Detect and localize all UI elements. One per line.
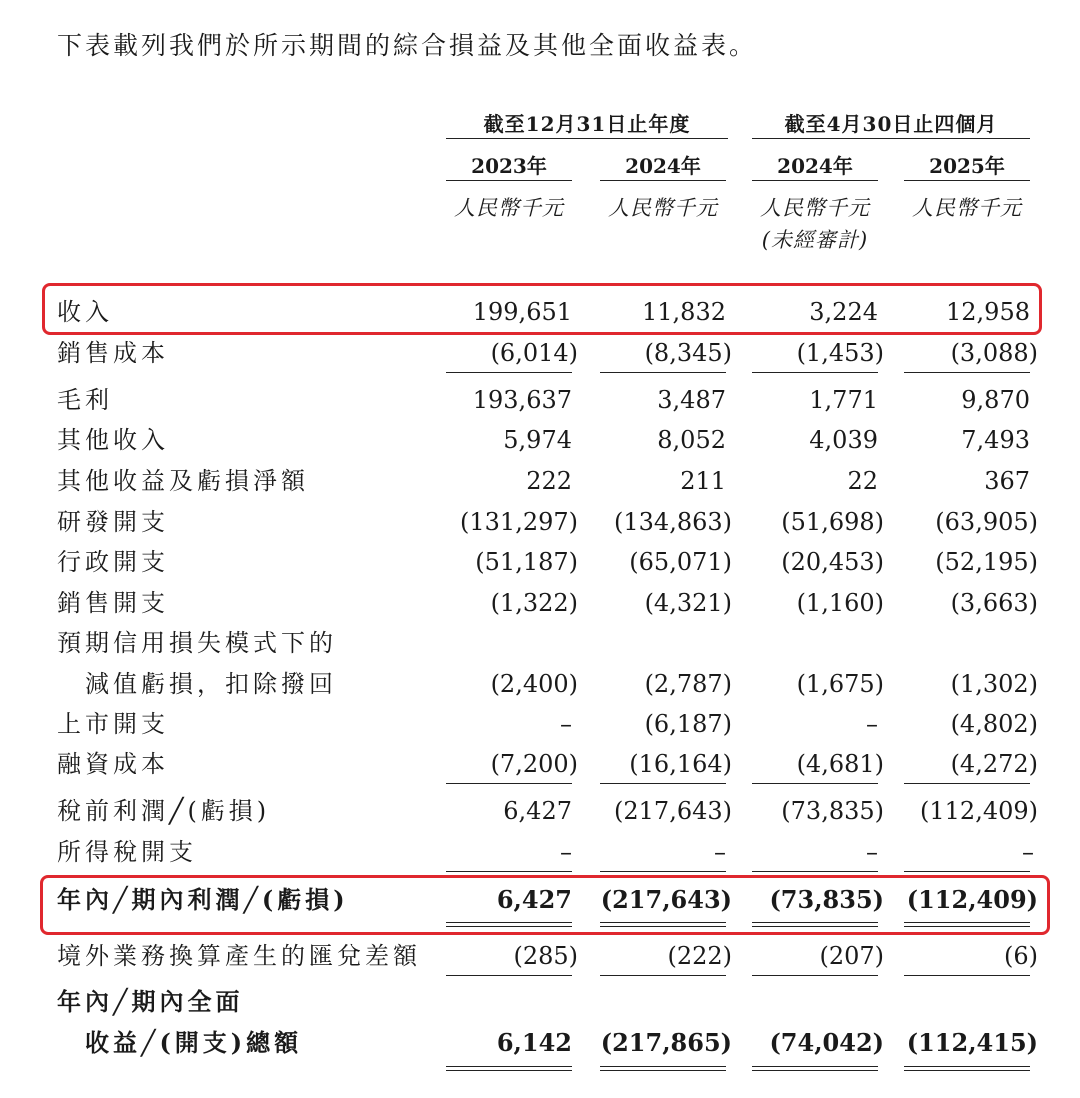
cell-value: 6,427: [503, 797, 572, 825]
cell-value: (112,415): [906, 1028, 1038, 1057]
highlight-box-revenue: [42, 283, 1042, 335]
row-label: 預期信用損失模式下的: [57, 629, 337, 657]
subtotal-rule: [600, 975, 726, 976]
cell-value: 211: [680, 467, 726, 495]
cell-value: –: [866, 838, 878, 866]
row-label: 行政開支: [57, 548, 169, 576]
cell-value: 3,224: [809, 298, 878, 326]
row-gross-profit: [0, 382, 1080, 418]
year-header: 2025年: [929, 154, 1005, 178]
cell-value: (73,835): [769, 885, 884, 914]
cell-value: (3,088): [950, 339, 1038, 367]
cell-value: –: [866, 710, 878, 738]
row-label: 其他收益及虧損淨額: [57, 467, 309, 495]
cell-value: (6): [1004, 942, 1038, 970]
row-total-comprehensive-label: [0, 984, 1080, 1020]
total-double-rule: [446, 1066, 572, 1071]
cell-value: (2,400): [490, 670, 578, 698]
header-year-group: 截至12月31日止年度: [483, 112, 691, 136]
subtotal-rule: [446, 975, 572, 976]
unit-label: 人民幣千元: [454, 196, 564, 220]
cell-value: (134,863): [614, 508, 732, 536]
cell-value: 193,637: [472, 386, 572, 414]
cell-value: (4,681): [796, 750, 884, 778]
cell-value: (6,014): [490, 339, 578, 367]
cell-value: 1,771: [809, 386, 878, 414]
intro-text: 下表載列我們於所示期間的綜合損益及其他全面收益表。: [57, 31, 758, 60]
cell-value: (4,321): [644, 589, 732, 617]
subtotal-rule: [904, 372, 1030, 373]
row-finance-costs: [0, 746, 1080, 782]
row-label: 年內╱期內全面: [57, 987, 244, 1016]
cell-value: 4,039: [809, 426, 878, 454]
highlight-box-profit: [40, 875, 1050, 935]
cell-value: 6,427: [496, 885, 572, 914]
cell-value: (217,643): [614, 797, 732, 825]
cell-value: 199,651: [472, 298, 572, 326]
cell-value: –: [714, 838, 726, 866]
cell-value: (7,200): [490, 750, 578, 778]
subtotal-rule: [752, 783, 878, 784]
header-rule: [446, 180, 572, 181]
subtotal-rule: [446, 783, 572, 784]
total-double-rule: [752, 1066, 878, 1071]
cell-value: (1,675): [796, 670, 884, 698]
cell-value: (217,643): [600, 885, 732, 914]
subtotal-rule: [446, 372, 572, 373]
cell-value: (8,345): [644, 339, 732, 367]
subtotal-rule: [600, 783, 726, 784]
row-other-income: [0, 422, 1080, 458]
cell-value: (1,453): [796, 339, 884, 367]
unit-label: 人民幣千元: [912, 196, 1022, 220]
row-impairment: [0, 666, 1080, 702]
row-label: 年內╱期內利潤╱(虧損): [57, 885, 349, 914]
row-listing-expenses: [0, 706, 1080, 742]
cell-value: (207): [819, 942, 884, 970]
total-double-rule: [904, 1066, 1030, 1071]
cell-value: (285): [513, 942, 578, 970]
row-label: 所得稅開支: [57, 838, 197, 866]
row-label: 融資成本: [57, 750, 169, 778]
row-selling-expenses: [0, 585, 1080, 621]
cell-value: (6,187): [644, 710, 732, 738]
cell-value: (74,042): [769, 1028, 884, 1057]
cell-value: 8,052: [657, 426, 726, 454]
cell-value: 5,974: [503, 426, 572, 454]
row-label: 毛利: [57, 386, 113, 414]
header-rule: [752, 138, 1030, 139]
cell-value: (51,698): [781, 508, 884, 536]
header-rule: [752, 180, 878, 181]
cell-value: (112,409): [906, 885, 1038, 914]
row-profit-before-tax: [0, 793, 1080, 829]
cell-value: (1,322): [490, 589, 578, 617]
cell-value: (73,835): [781, 797, 884, 825]
year-header: 2024年: [777, 154, 853, 178]
cell-value: 222: [526, 467, 572, 495]
cell-value: 3,487: [657, 386, 726, 414]
cell-value: (65,071): [629, 548, 732, 576]
cell-value: (112,409): [920, 797, 1038, 825]
row-label: 銷售開支: [57, 589, 169, 617]
cell-value: 7,493: [961, 426, 1030, 454]
subtotal-rule: [752, 372, 878, 373]
row-total-comprehensive: [0, 1025, 1080, 1061]
header-rule: [904, 180, 1030, 181]
unit-label: 人民幣千元: [608, 196, 718, 220]
cell-value: (16,164): [629, 750, 732, 778]
row-income-tax: [0, 834, 1080, 870]
cell-value: 11,832: [642, 298, 726, 326]
cell-value: (1,302): [950, 670, 1038, 698]
cell-value: –: [1022, 838, 1034, 866]
subtotal-rule: [904, 871, 1030, 872]
row-label: 境外業務換算產生的匯兌差額: [57, 942, 421, 970]
subtotal-rule: [446, 871, 572, 872]
cell-value: (1,160): [796, 589, 884, 617]
unaudited-note: (未經審計): [761, 228, 869, 252]
total-double-rule: [600, 1066, 726, 1071]
subtotal-rule: [600, 372, 726, 373]
row-label: 銷售成本: [57, 339, 169, 367]
header-rule: [446, 138, 728, 139]
subtotal-rule: [752, 975, 878, 976]
cell-value: (63,905): [935, 508, 1038, 536]
cell-value: (52,195): [935, 548, 1038, 576]
cell-value: (4,802): [950, 710, 1038, 738]
cell-value: (131,297): [460, 508, 578, 536]
cell-value: –: [560, 710, 572, 738]
row-label: 減值虧損，扣除撥回: [85, 670, 337, 698]
cell-value: (20,453): [781, 548, 884, 576]
header-rule: [600, 180, 726, 181]
row-impairment-label: [0, 625, 1080, 661]
cell-value: (3,663): [950, 589, 1038, 617]
row-other-gains: [0, 463, 1080, 499]
cell-value: 367: [984, 467, 1030, 495]
row-admin-expenses: [0, 544, 1080, 580]
row-label: 稅前利潤╱(虧損): [57, 797, 271, 825]
row-label: 研發開支: [57, 508, 169, 536]
subtotal-rule: [600, 871, 726, 872]
year-header: 2024年: [625, 154, 701, 178]
cell-value: 12,958: [946, 298, 1030, 326]
row-label: 收益╱(開支)總額: [85, 1028, 303, 1057]
cell-value: (217,865): [600, 1028, 732, 1057]
cell-value: (222): [667, 942, 732, 970]
subtotal-rule: [904, 975, 1030, 976]
cell-value: 9,870: [961, 386, 1030, 414]
cell-value: (51,187): [475, 548, 578, 576]
row-cost-of-sales: [0, 335, 1080, 371]
cell-value: (4,272): [950, 750, 1038, 778]
row-label: 其他收入: [57, 426, 169, 454]
unit-label: 人民幣千元: [760, 196, 870, 220]
row-label: 上市開支: [57, 710, 169, 738]
row-fx-differences: [0, 938, 1080, 974]
row-rnd-expenses: [0, 504, 1080, 540]
year-header: 2023年: [471, 154, 547, 178]
row-label: 收入: [57, 298, 113, 326]
header-period-group: 截至4月30日止四個月: [784, 112, 998, 136]
cell-value: –: [560, 838, 572, 866]
cell-value: (2,787): [644, 670, 732, 698]
subtotal-rule: [904, 783, 1030, 784]
cell-value: 6,142: [496, 1028, 572, 1057]
cell-value: 22: [847, 467, 878, 495]
subtotal-rule: [752, 871, 878, 872]
